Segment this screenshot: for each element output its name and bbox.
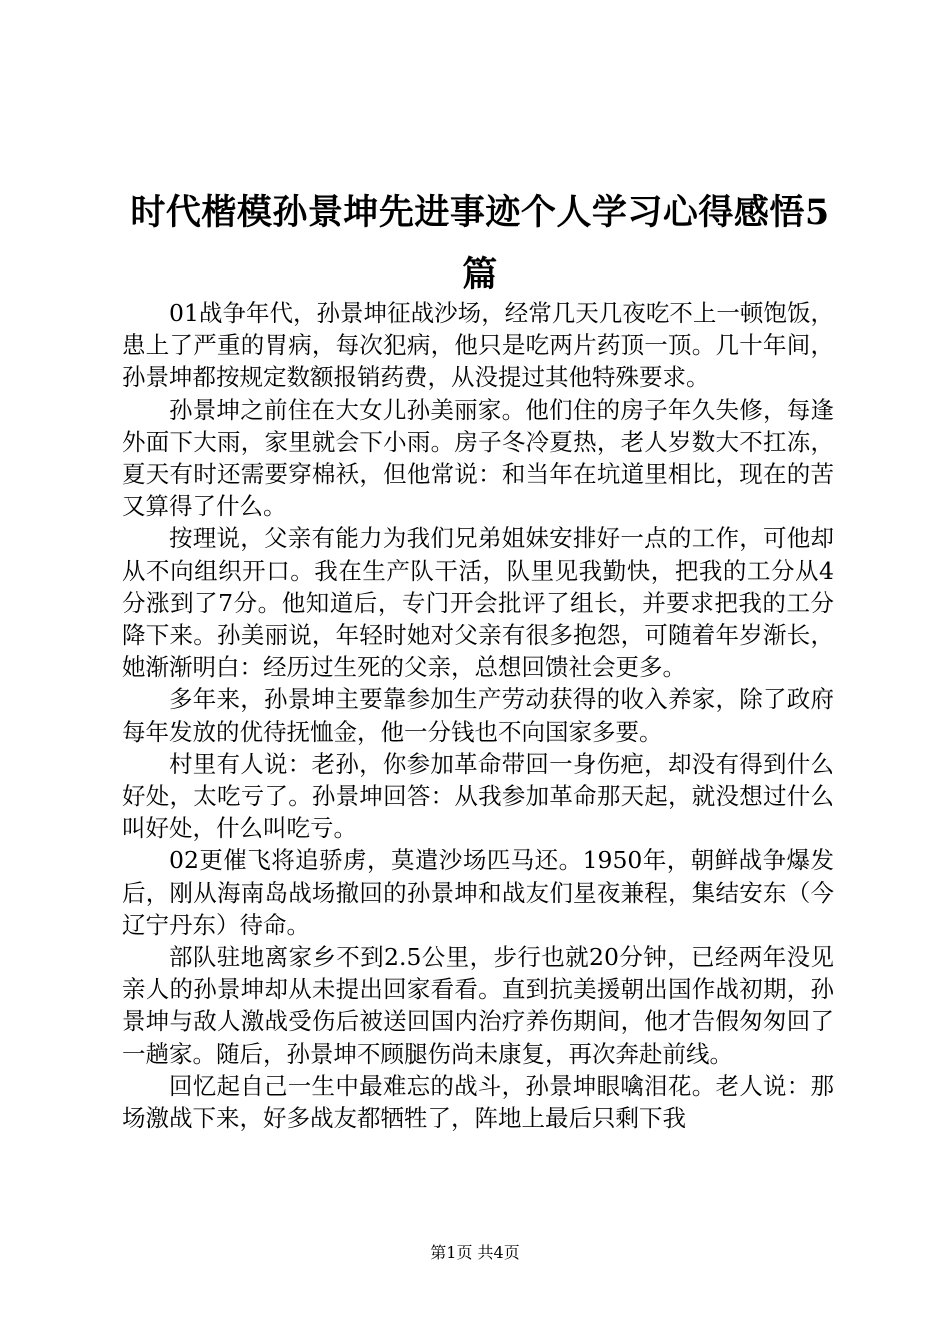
paragraph: 部队驻地离家乡不到2.5公里，步行也就20分钟，已经两年没见亲人的孙景坤却从未提出回家看看。直到抗美援朝出国作战初期，孙景坤与敌人激战受伤后被送回国内治疗养伤期间，他才告假匆匆回了一趟家。随后，孙景坤不顾腿伤尚未康复，再次奔赴前线。	[122, 943, 834, 1068]
paragraph: 孙景坤之前住在大女儿孙美丽家。他们住的房子年久失修，每逢外面下大雨，家里就会下小雨。房子冬冷夏热，老人岁数大不扛冻，夏天有时还需要穿棉袄，但他常说：和当年在坑道里相比，现在的苦又算得了什么。	[122, 395, 834, 521]
document-title: 时代楷模孙景坤先进事迹个人学习心得感悟5篇	[130, 192, 830, 295]
paragraph: 村里有人说：老孙，你参加革命带回一身伤疤，却没有得到什么好处，太吃亏了。孙景坤回答：从我参加革命那天起，就没想过什么叫好处，什么叫吃亏。	[122, 749, 834, 843]
page-number-footer: 第1页 共4页	[430, 1243, 520, 1262]
paragraph: 02更催飞将追骄虏，莫遣沙场匹马还。1950年，朝鲜战争爆发后，刚从海南岛战场撤回的孙景坤和战友们星夜兼程，集结安东（今辽宁丹东）待命。	[122, 846, 834, 939]
document-body	[122, 297, 834, 1134]
paragraph: 多年来，孙景坤主要靠参加生产劳动获得的收入养家，除了政府每年发放的优待抚恤金，他一分钱也不向国家多要。	[122, 685, 834, 746]
paragraph: 01战争年代，孙景坤征战沙场，经常几天几夜吃不上一顿饱饭，患上了严重的胃病，每次犯病，他只是吃两片药顶一顶。几十年间，孙景坤都按规定数额报销药费，从没提过其他特殊要求。	[122, 299, 834, 392]
paragraph: 回忆起自己一生中最难忘的战斗，孙景坤眼噙泪花。老人说：那场激战下来，好多战友都牺牲了，阵地上最后只剩下我	[122, 1071, 834, 1133]
paragraph: 按理说，父亲有能力为我们兄弟姐妹安排好一点的工作，可他却从不向组织开口。我在生产队干活，队里见我勤快，把我的工分从4分涨到了7分。他知道后，专门开会批评了组长，并要求把我的工分降下来。孙美丽说，年轻时她对父亲有很多抱怨，可随着年岁渐长，她渐渐明白：经历过生死的父亲，总想回馈社会更多。	[122, 524, 834, 682]
